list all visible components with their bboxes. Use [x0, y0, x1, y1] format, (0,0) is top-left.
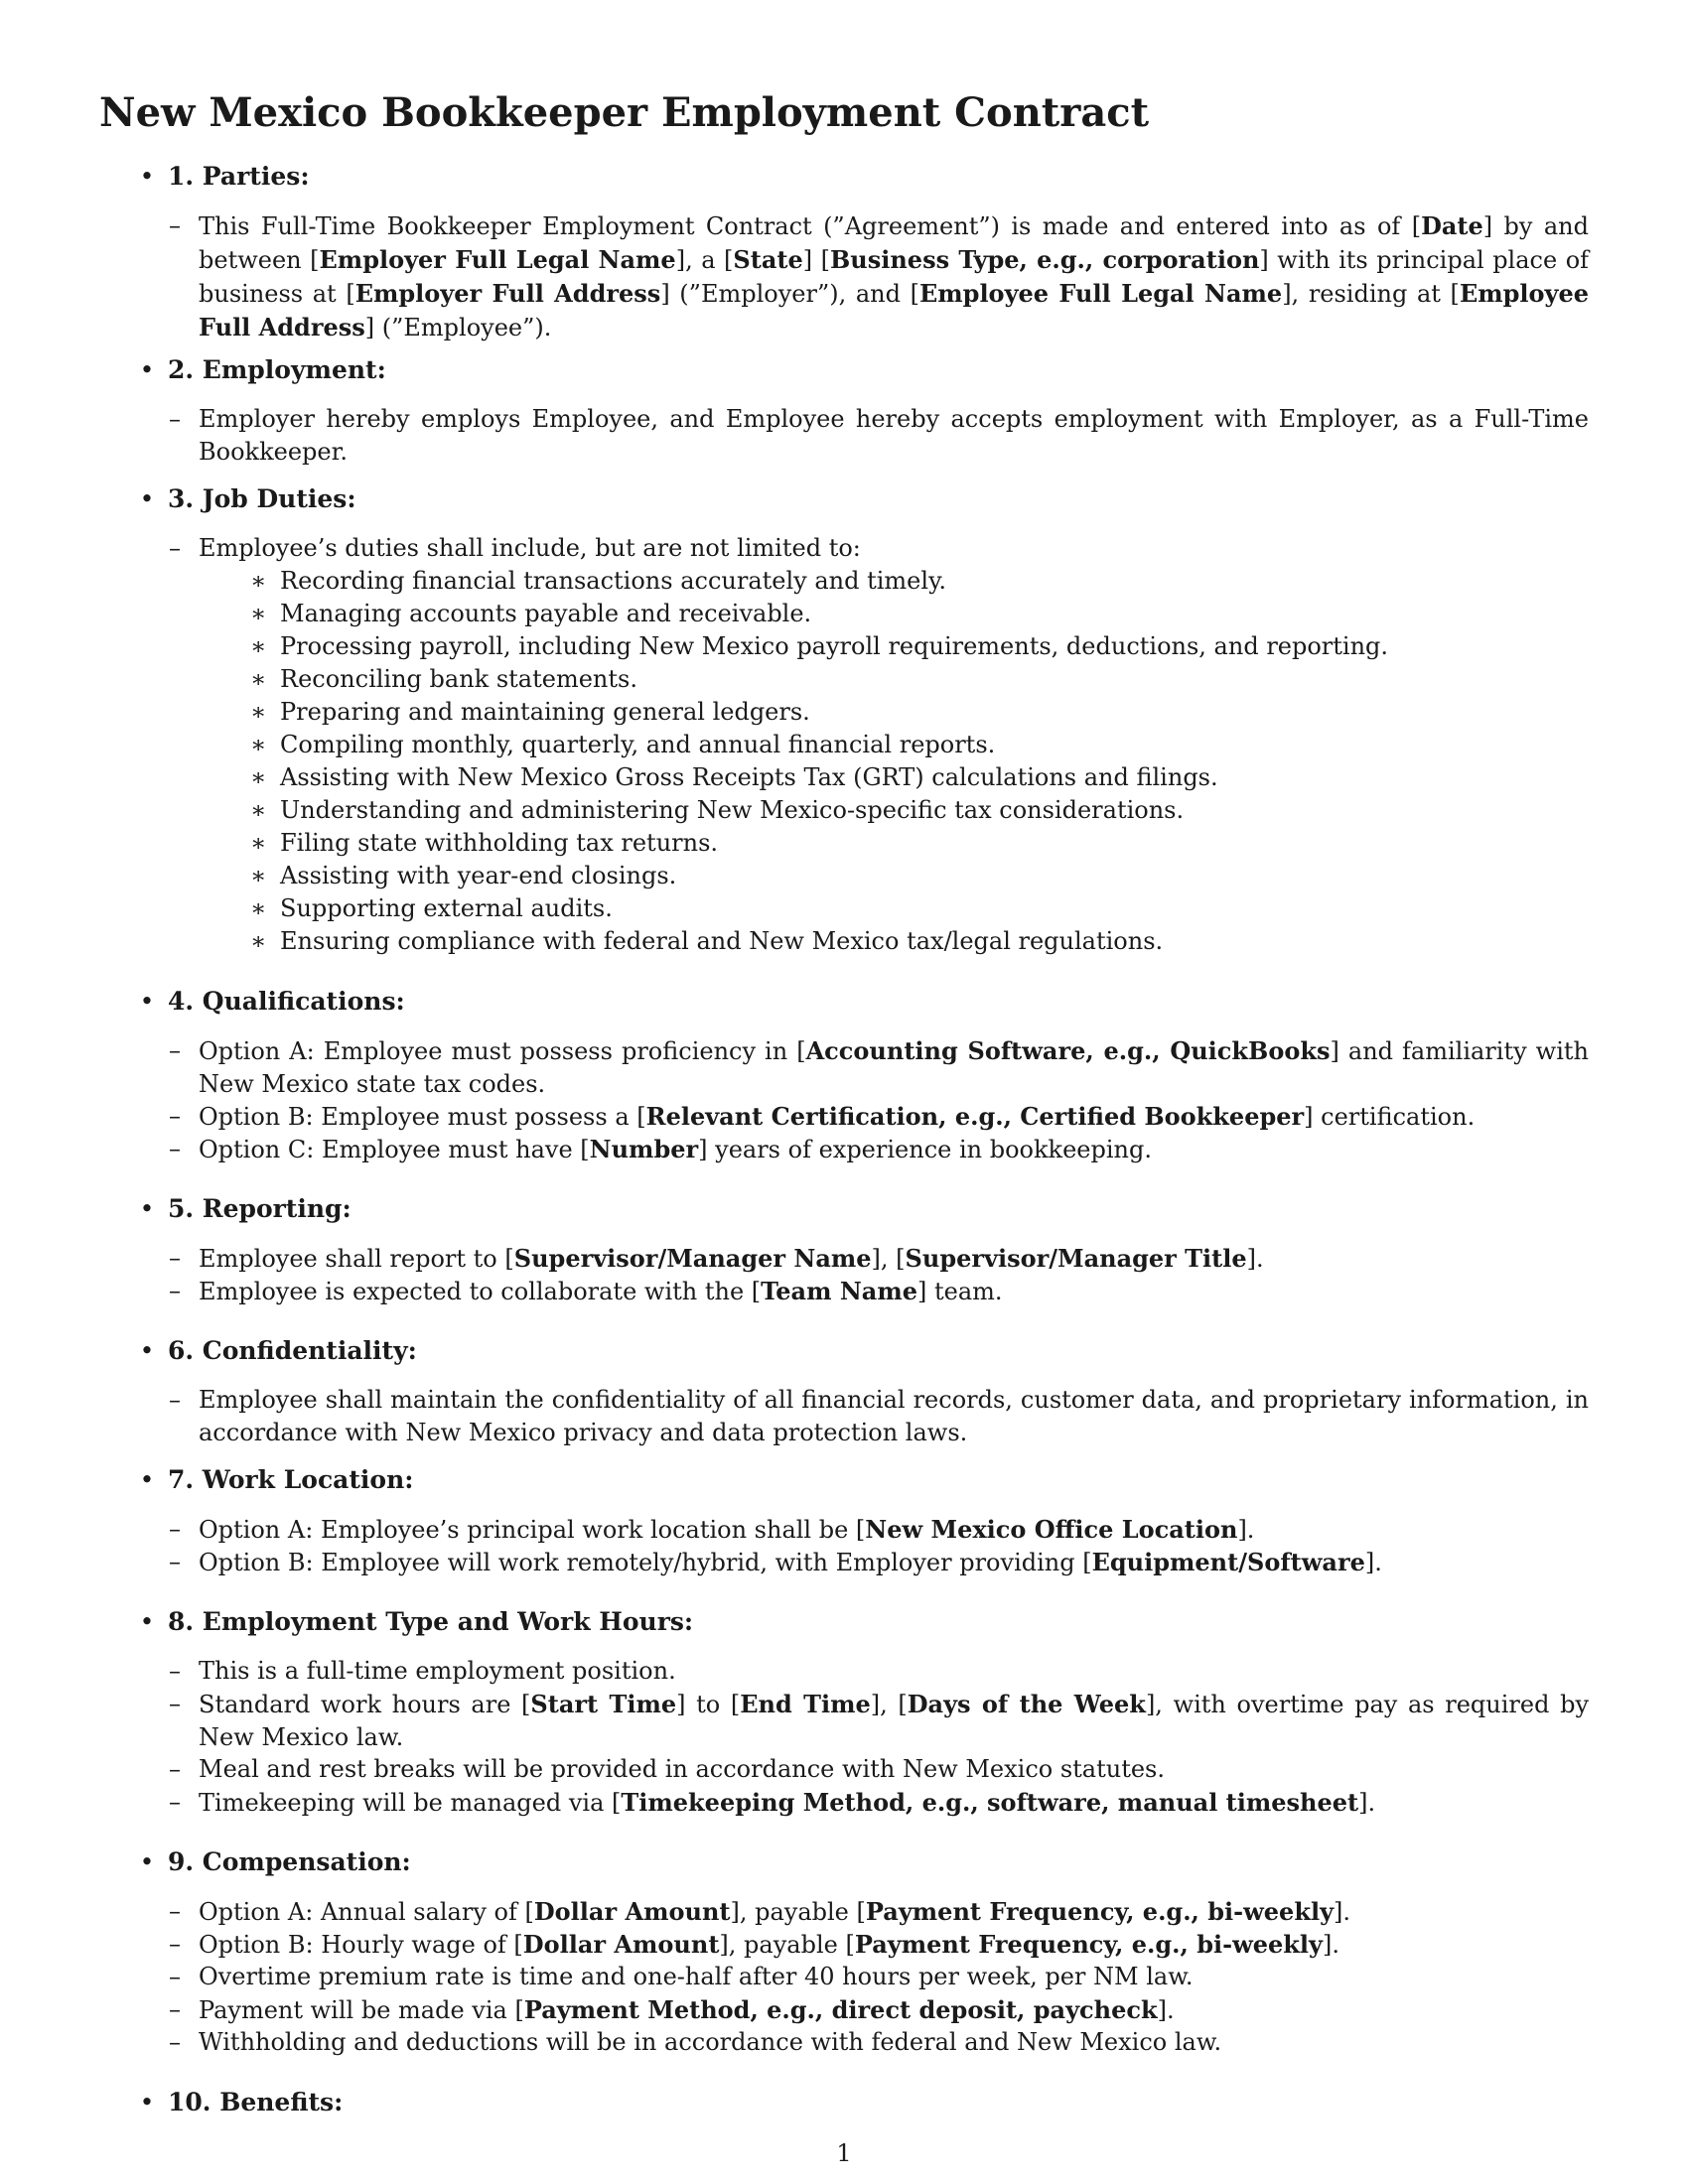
- list-item: ∗ Compiling monthly, quarterly, and annual financial reports.: [250, 731, 996, 758]
- bullet-icon: •: [139, 987, 155, 1016]
- work-location-option-a: – Option A: Employee’s principal work location shall be [New Mexico Office Location].: [169, 1515, 1255, 1544]
- confidentiality-text: – Employee shall maintain the confidentiality of all financial records, customer data, and proprietary information, in accordance with New Mexico privacy and data protection laws.: [169, 1386, 1589, 1446]
- compensation-option-b: – Option B: Hourly wage of [Dollar Amount], payable [Payment Frequency, e.g., bi-weekly].: [169, 1930, 1339, 1959]
- section-title: 8. Employment Type and Work Hours:: [168, 1607, 694, 1636]
- list-item: ∗ Filing state withholding tax returns.: [250, 829, 719, 857]
- list-item: ∗ Ensuring compliance with federal and New Mexico tax/legal regulations.: [250, 927, 1164, 955]
- bullet-icon: •: [139, 1465, 155, 1494]
- bullet-icon: •: [139, 1847, 155, 1876]
- bullet-icon: •: [139, 1336, 155, 1365]
- work-hours-timekeeping: – Timekeeping will be managed via [Timekeeping Method, e.g., software, manual timesheet].: [169, 1788, 1376, 1817]
- section-title: 10. Benefits:: [168, 2088, 344, 2116]
- dash-marker: –: [169, 534, 181, 562]
- list-item: ∗ Understanding and administering New Mexico-specific tax considerations.: [250, 796, 1185, 824]
- bullet-icon: •: [139, 355, 155, 384]
- list-item: ∗ Preparing and maintaining general ledgers.: [250, 698, 810, 726]
- compensation-option-a: – Option A: Annual salary of [Dollar Amount], payable [Payment Frequency, e.g., bi-weekly].: [169, 1897, 1351, 1926]
- work-location-option-b: – Option B: Employee will work remotely/hybrid, with Employer providing [Equipment/Software].: [169, 1548, 1382, 1576]
- list-item: ∗ Assisting with New Mexico Gross Receipts Tax (GRT) calculations and filings.: [250, 763, 1218, 791]
- qualification-option-a: – Option A: Employee must possess proficiency in [Accounting Software, e.g., QuickBooks] and familiarity with New Mexico state tax codes.: [169, 1036, 1590, 1098]
- section-title: 9. Compensation:: [168, 1847, 411, 1876]
- section-title: 6. Confidentiality:: [168, 1336, 417, 1365]
- section-title: 5. Reporting:: [168, 1194, 352, 1223]
- duties-intro: – Employee’s duties shall include, but are not limited to:: [199, 532, 1589, 565]
- list-item: ∗ Assisting with year-end closings.: [250, 862, 677, 889]
- bullet-icon: •: [139, 2088, 155, 2116]
- section-title: 2. Employment:: [168, 355, 386, 384]
- list-item: ∗ Managing accounts payable and receivable.: [250, 600, 812, 627]
- document-title: New Mexico Bookkeeper Employment Contract: [99, 89, 1150, 136]
- list-item: ∗ Processing payroll, including New Mexico payroll requirements, deductions, and reporting.: [250, 632, 1389, 660]
- compensation-payment-method: – Payment will be made via [Payment Method, e.g., direct deposit, paycheck].: [169, 1995, 1175, 2024]
- list-item: ∗ Supporting external audits.: [250, 894, 613, 922]
- qualification-option-c: – Option C: Employee must have [Number] years of experience in bookkeeping.: [169, 1135, 1152, 1163]
- section-title: 4. Qualifications:: [168, 987, 405, 1016]
- work-hours-standard: – Standard work hours are [Start Time] to [End Time], [Days of the Week], with overtime pay as required by New Mexico law.: [169, 1690, 1590, 1751]
- section-title: 3. Job Duties:: [168, 484, 356, 513]
- dash-marker: –: [169, 405, 181, 433]
- page-number: 1: [836, 2139, 852, 2167]
- bullet-icon: •: [139, 484, 155, 513]
- bullet-icon: •: [139, 162, 155, 191]
- employment-text: – Employer hereby employs Employee, and Employee hereby accepts employment with Employer, as a Full-Time Bookkeeper.: [169, 405, 1589, 466]
- dash-marker: –: [169, 211, 181, 239]
- list-item: ∗ Recording financial transactions accurately and timely.: [250, 567, 947, 595]
- work-hours-breaks: – Meal and rest breaks will be provided in accordance with New Mexico statutes.: [169, 1755, 1165, 1783]
- section-title: 7. Work Location:: [168, 1465, 414, 1494]
- work-hours-fulltime: – This is a full-time employment position.: [169, 1657, 676, 1685]
- section-title: 1. Parties:: [168, 162, 310, 191]
- compensation-withholding: – Withholding and deductions will be in accordance with federal and New Mexico law.: [169, 2028, 1222, 2056]
- parties-text: – This Full-Time Bookkeeper Employment Contract (”Agreement”) is made and entered into as of [Date] by and between [Employer Full Legal Name], a [State] [Business Type, e.g., corporation] with its principal place of business at [Employer Full Address] (”Employer”), and [Employee Full Legal Name], residing at [Employee Full Address] (”Employee”).: [169, 211, 1590, 341]
- reporting-supervisor: – Employee shall report to [Supervisor/Manager Name], [Supervisor/Manager Title].: [169, 1244, 1264, 1273]
- compensation-overtime: – Overtime premium rate is time and one-half after 40 hours per week, per NM law.: [169, 1963, 1194, 1990]
- bullet-icon: •: [139, 1607, 155, 1636]
- reporting-team: – Employee is expected to collaborate with the [Team Name] team.: [169, 1277, 1003, 1305]
- qualification-option-b: – Option B: Employee must possess a [Relevant Certification, e.g., Certified Bookkeeper] certification.: [169, 1102, 1476, 1131]
- list-item: ∗ Reconciling bank statements.: [250, 665, 637, 693]
- bullet-icon: •: [139, 1194, 155, 1223]
